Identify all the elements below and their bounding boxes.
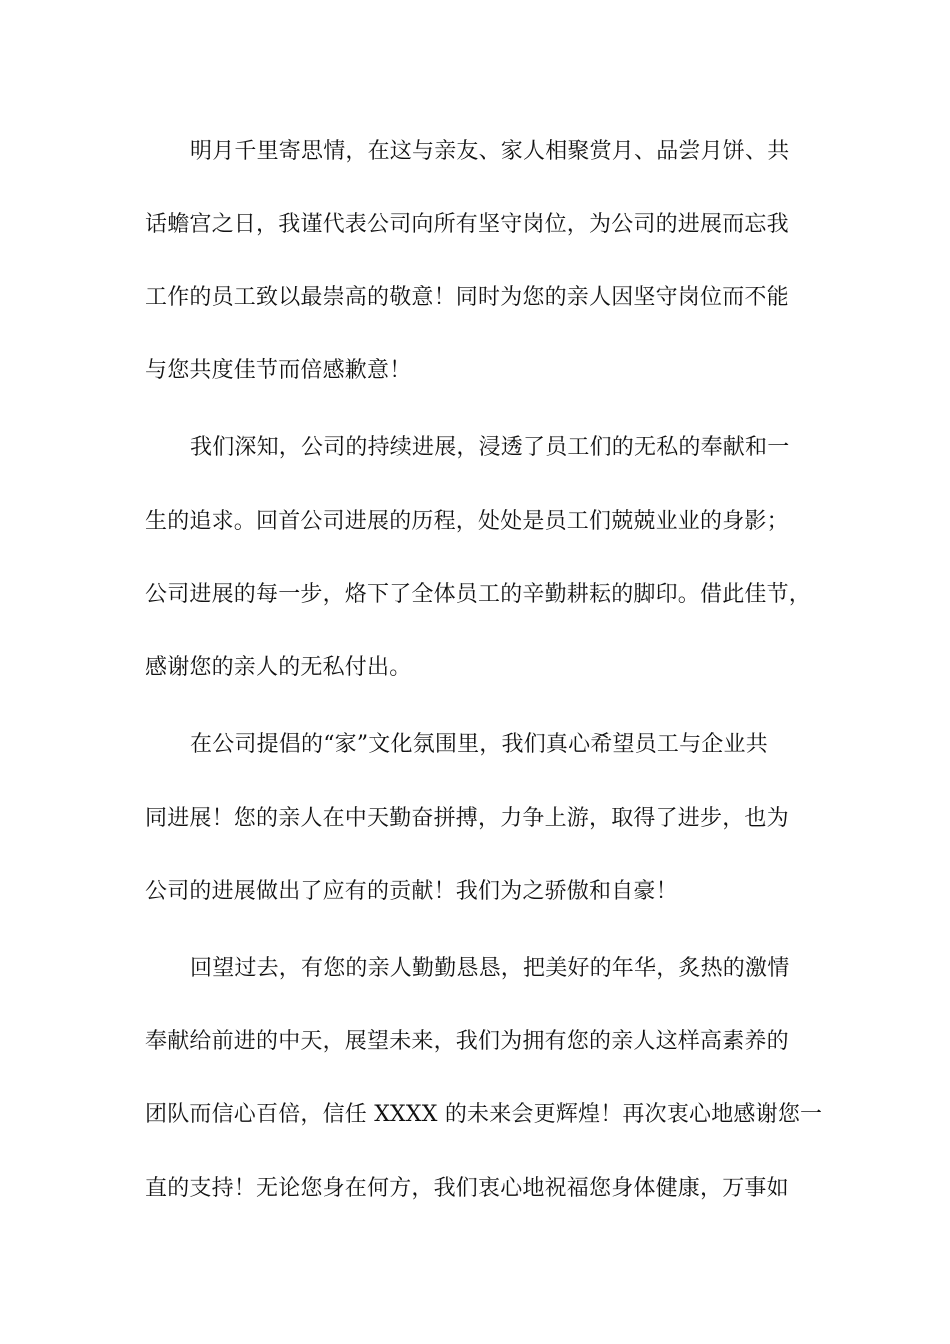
paragraph-2-line-1: 我们深知，公司的持续进展，浸透了员工们的无私的奉献和一 <box>190 435 790 460</box>
paragraph-4-line-3: 团队而信心百倍，信任 XXXX 的未来会更辉煌！再次衷心地感谢您一 <box>145 1102 823 1127</box>
paragraph-3-line-3: 公司的进展做出了应有的贡献！我们为之骄傲和自豪！ <box>145 879 678 904</box>
paragraph-1-line-2: 话蟾宫之日，我谨代表公司向所有坚守岗位，为公司的进展而忘我 <box>145 212 789 237</box>
paragraph-4-line-2: 奉献给前进的中天，展望未来，我们为拥有您的亲人这样高素养的 <box>145 1029 789 1054</box>
paragraph-3-line-1: 在公司提倡的“家”文化氛围里，我们真心希望员工与企业共 <box>190 732 768 757</box>
paragraph-2-line-3: 公司进展的每一步，烙下了全体员工的辛勤耕耘的脚印。借此佳节， <box>145 582 812 607</box>
paragraph-2-line-2: 生的追求。回首公司进展的历程，处处是员工们兢兢业业的身影； <box>145 509 789 534</box>
paragraph-2-line-4: 感谢您的亲人的无私付出。 <box>145 655 412 680</box>
paragraph-4-line-4: 直的支持！无论您身在何方，我们衷心地祝福您身体健康，万事如 <box>145 1176 789 1201</box>
paragraph-1-line-1: 明月千里寄思情，在这与亲友、家人相聚赏月、品尝月饼、共 <box>190 139 790 164</box>
paragraph-1-line-4: 与您共度佳节而倍感歉意！ <box>145 358 412 383</box>
paragraph-3-line-2: 同进展！您的亲人在中天勤奋拼搏，力争上游，取得了进步，也为 <box>145 806 789 831</box>
paragraph-1-line-3: 工作的员工致以最崇高的敬意！同时为您的亲人因坚守岗位而不能 <box>145 285 789 310</box>
paragraph-4-line-1: 回望过去，有您的亲人勤勤恳恳，把美好的年华，炙热的激情 <box>190 956 790 981</box>
